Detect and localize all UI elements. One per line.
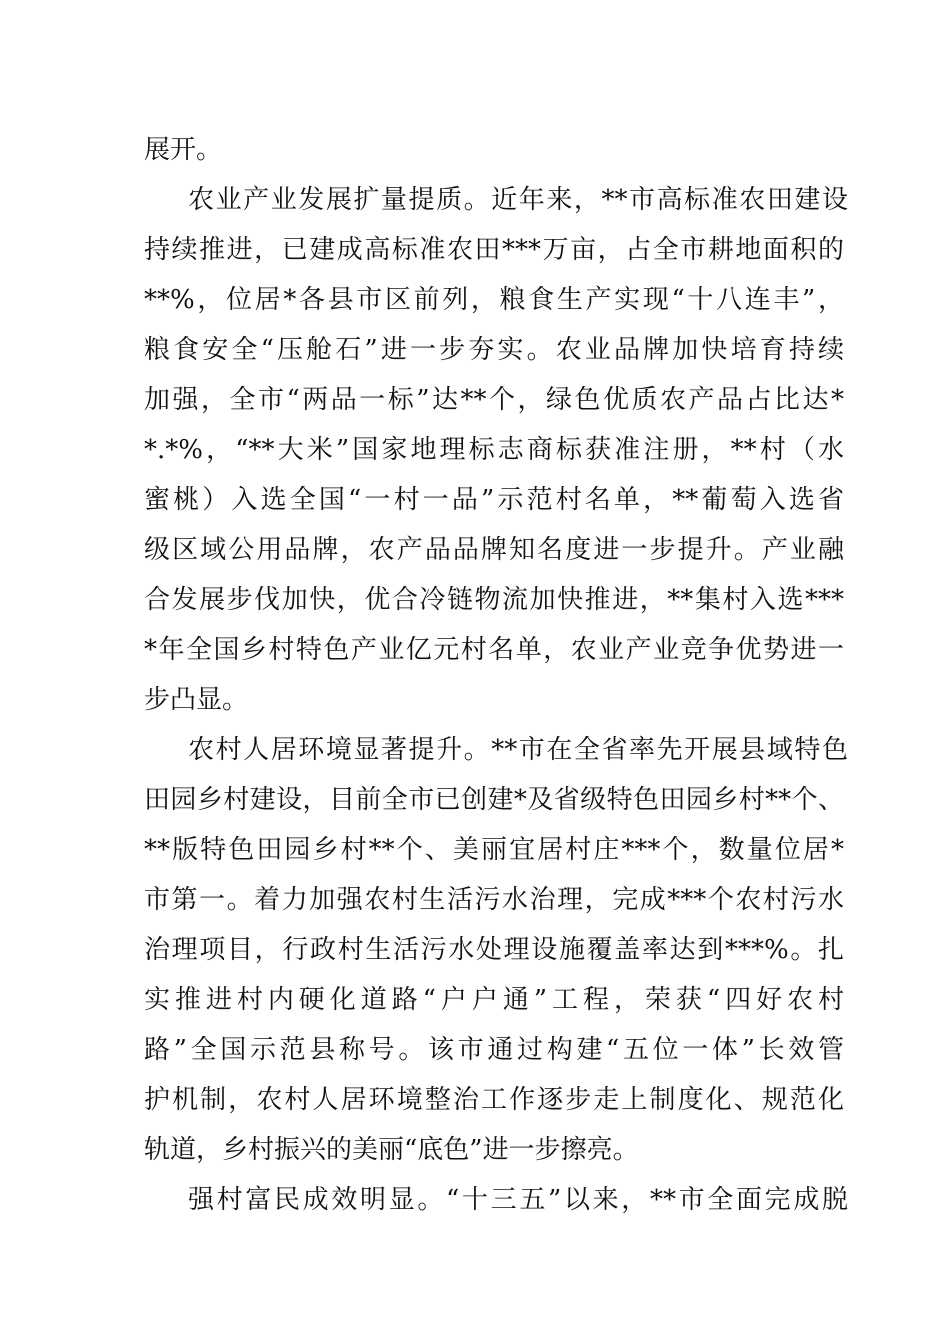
text-line: **版特色田园乡村**个、美丽宜居村庄***个，数量位居* xyxy=(144,835,844,865)
text-line: 田园乡村建设，目前全市已创建*及省级特色田园乡村**个、 xyxy=(144,785,844,815)
text-line: 加强，全市“两品一标”达**个，绿色优质农产品占比达* xyxy=(144,385,844,415)
text-line: 展开。 xyxy=(144,135,223,165)
text-line: 级区域公用品牌，农产品品牌知名度进一步提升。产业融 xyxy=(144,535,844,565)
text-line: 粮食安全“压舱石”进一步夯实。农业品牌加快培育持续 xyxy=(144,335,844,365)
paragraph-start-line: 农业产业发展扩量提质。近年来，**市高标准农田建设 xyxy=(188,185,848,215)
text-line: 步凸显。 xyxy=(144,685,249,715)
paragraph-start-line: 强村富民成效明显。“十三五”以来，**市全面完成脱 xyxy=(188,1185,848,1215)
text-line: **%，位居*各县市区前列，粮食生产实现“十八连丰”， xyxy=(144,285,844,315)
text-line: 蜜桃）入选全国“一村一品”示范村名单，**葡萄入选省 xyxy=(144,485,844,515)
text-line: 治理项目，行政村生活污水处理设施覆盖率达到***%。扎 xyxy=(144,935,844,965)
paragraph-start-line: 农村人居环境显著提升。**市在全省率先开展县域特色 xyxy=(188,735,848,765)
text-line: 实推进村内硬化道路“户户通”工程，荣获“四好农村 xyxy=(144,985,844,1015)
text-line: 合发展步伐加快，优合冷链物流加快推进，**集村入选*** xyxy=(144,585,844,615)
text-line: *年全国乡村特色产业亿元村名单，农业产业竞争优势进一 xyxy=(144,635,844,665)
text-line: 市第一。着力加强农村生活污水治理，完成***个农村污水 xyxy=(144,885,844,915)
text-line: *.*%，“**大米”国家地理标志商标获准注册，**村（水 xyxy=(144,435,844,465)
text-line: 护机制，农村人居环境整治工作逐步走上制度化、规范化 xyxy=(144,1085,844,1115)
text-line: 路”全国示范县称号。该市通过构建“五位一体”长效管 xyxy=(144,1035,844,1065)
text-line: 持续推进，已建成高标准农田***万亩，占全市耕地面积的 xyxy=(144,235,844,265)
text-line: 轨道，乡村振兴的美丽“底色”进一步擦亮。 xyxy=(144,1135,639,1165)
